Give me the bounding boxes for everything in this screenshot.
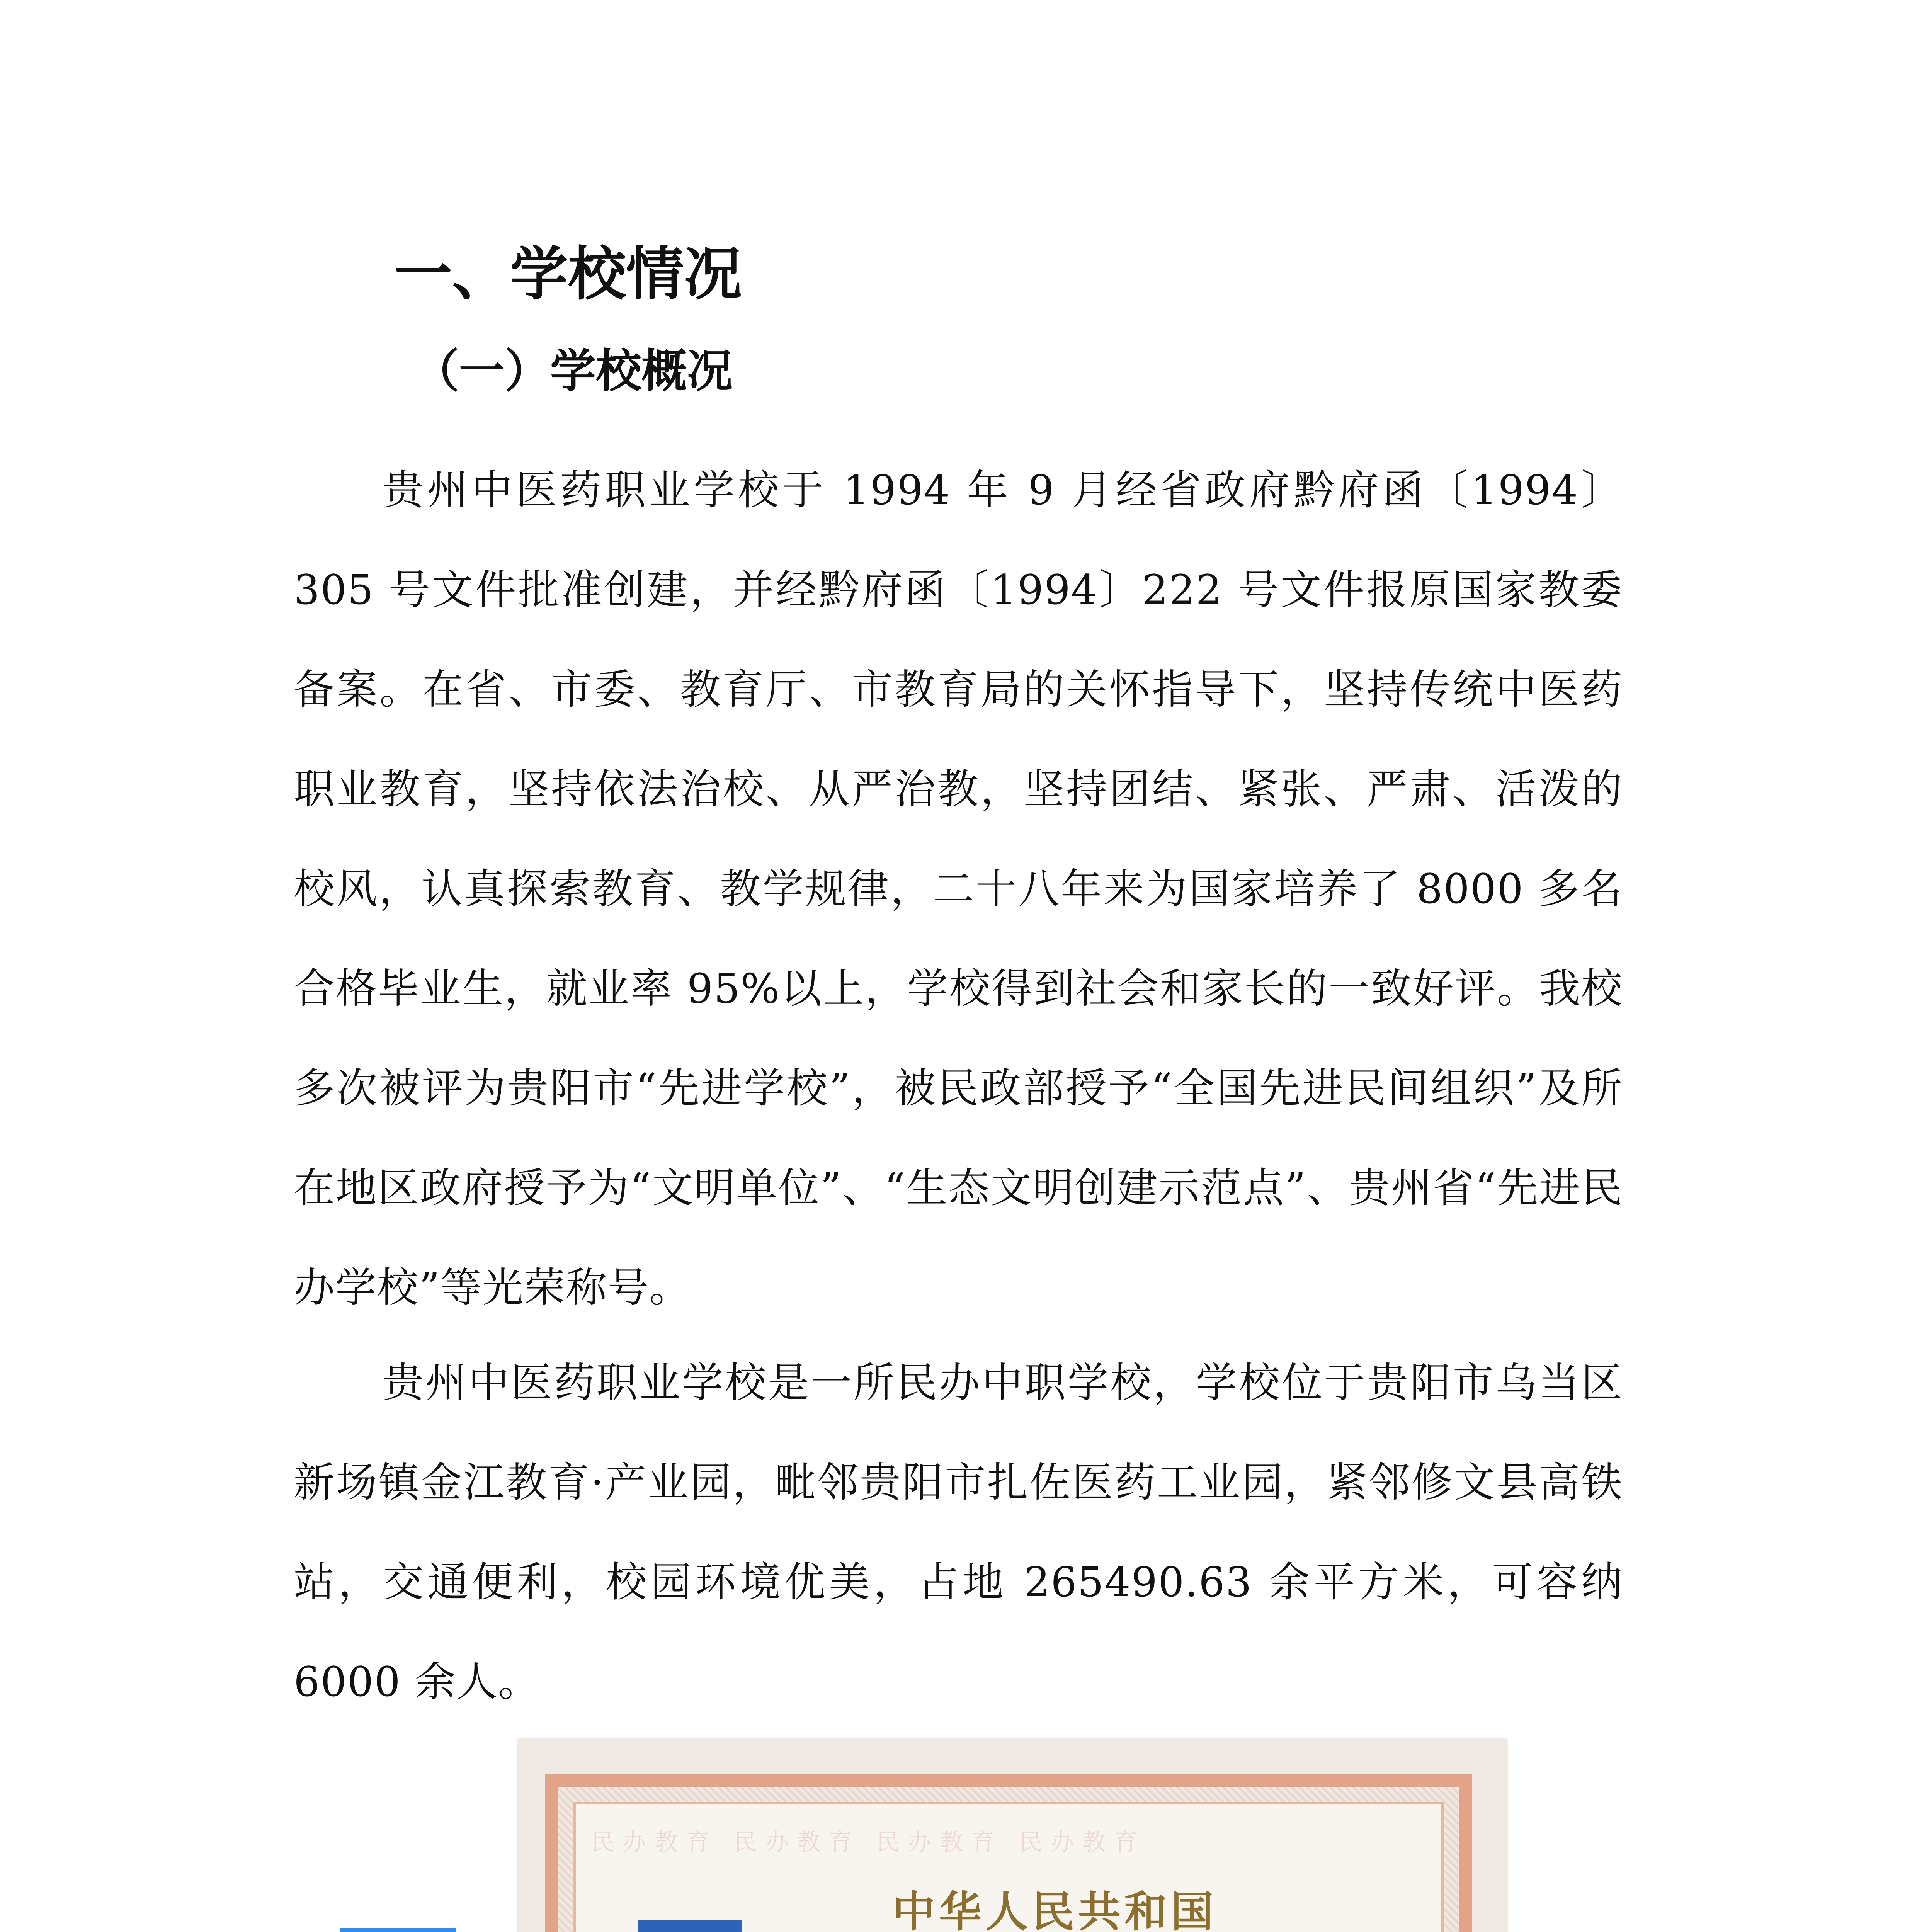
qualification-badge — [340, 1928, 456, 1932]
paragraph-school-location: 贵州中医药职业学校是一所民办中职学校，学校位于贵阳市乌当区新场镇金江教育·产业园，毗邻贵阳市扎佐医药工业园，紧邻修文县高铁站，交通便利，校园环境优美，占地 265490.63 余平方米，可容纳 6000 余人。 — [294, 1359, 1623, 1706]
principal-photo — [638, 1920, 742, 1932]
certificate-title-line1: 中华人民共和国 — [893, 1887, 1217, 1932]
section-heading: 一、学校情况 — [394, 241, 742, 308]
certificate-watermark: 民办教育 民办教育 民办教育 民办教育 — [591, 1829, 1146, 1856]
license-certificate-image — [518, 1739, 1507, 1932]
certificate-body — [573, 1802, 1444, 1932]
subsection-heading: （一）学校概况 — [413, 344, 733, 398]
certificate-border — [545, 1774, 1472, 1932]
paragraph-school-history: 贵州中医药职业学校于 1994 年 9 月经省政府黔府函〔1994〕305 号文件批准创建，并经黔府函〔1994〕222 号文件报原国家教委备案。在省、市委、教育厅、市教育局的关怀指导下，坚持传统中医药职业教育，坚持依法治校、从严治教，坚持团结、紧张、严肃、活泼的校风，认真探索教育、教学规律，二十八年来为国家培养了 8000 多名合格毕业生，就业率 95%以上，学校得到社会和家长的一致好评。我校多次被评为贵阳市“先进学校”，被民政部授予“全国先进民间组织”及所在地区政府授予为“文明单位”、“生态文明创建示范点”、贵州省“先进民办学校”等光荣称号。 — [294, 466, 1623, 1311]
